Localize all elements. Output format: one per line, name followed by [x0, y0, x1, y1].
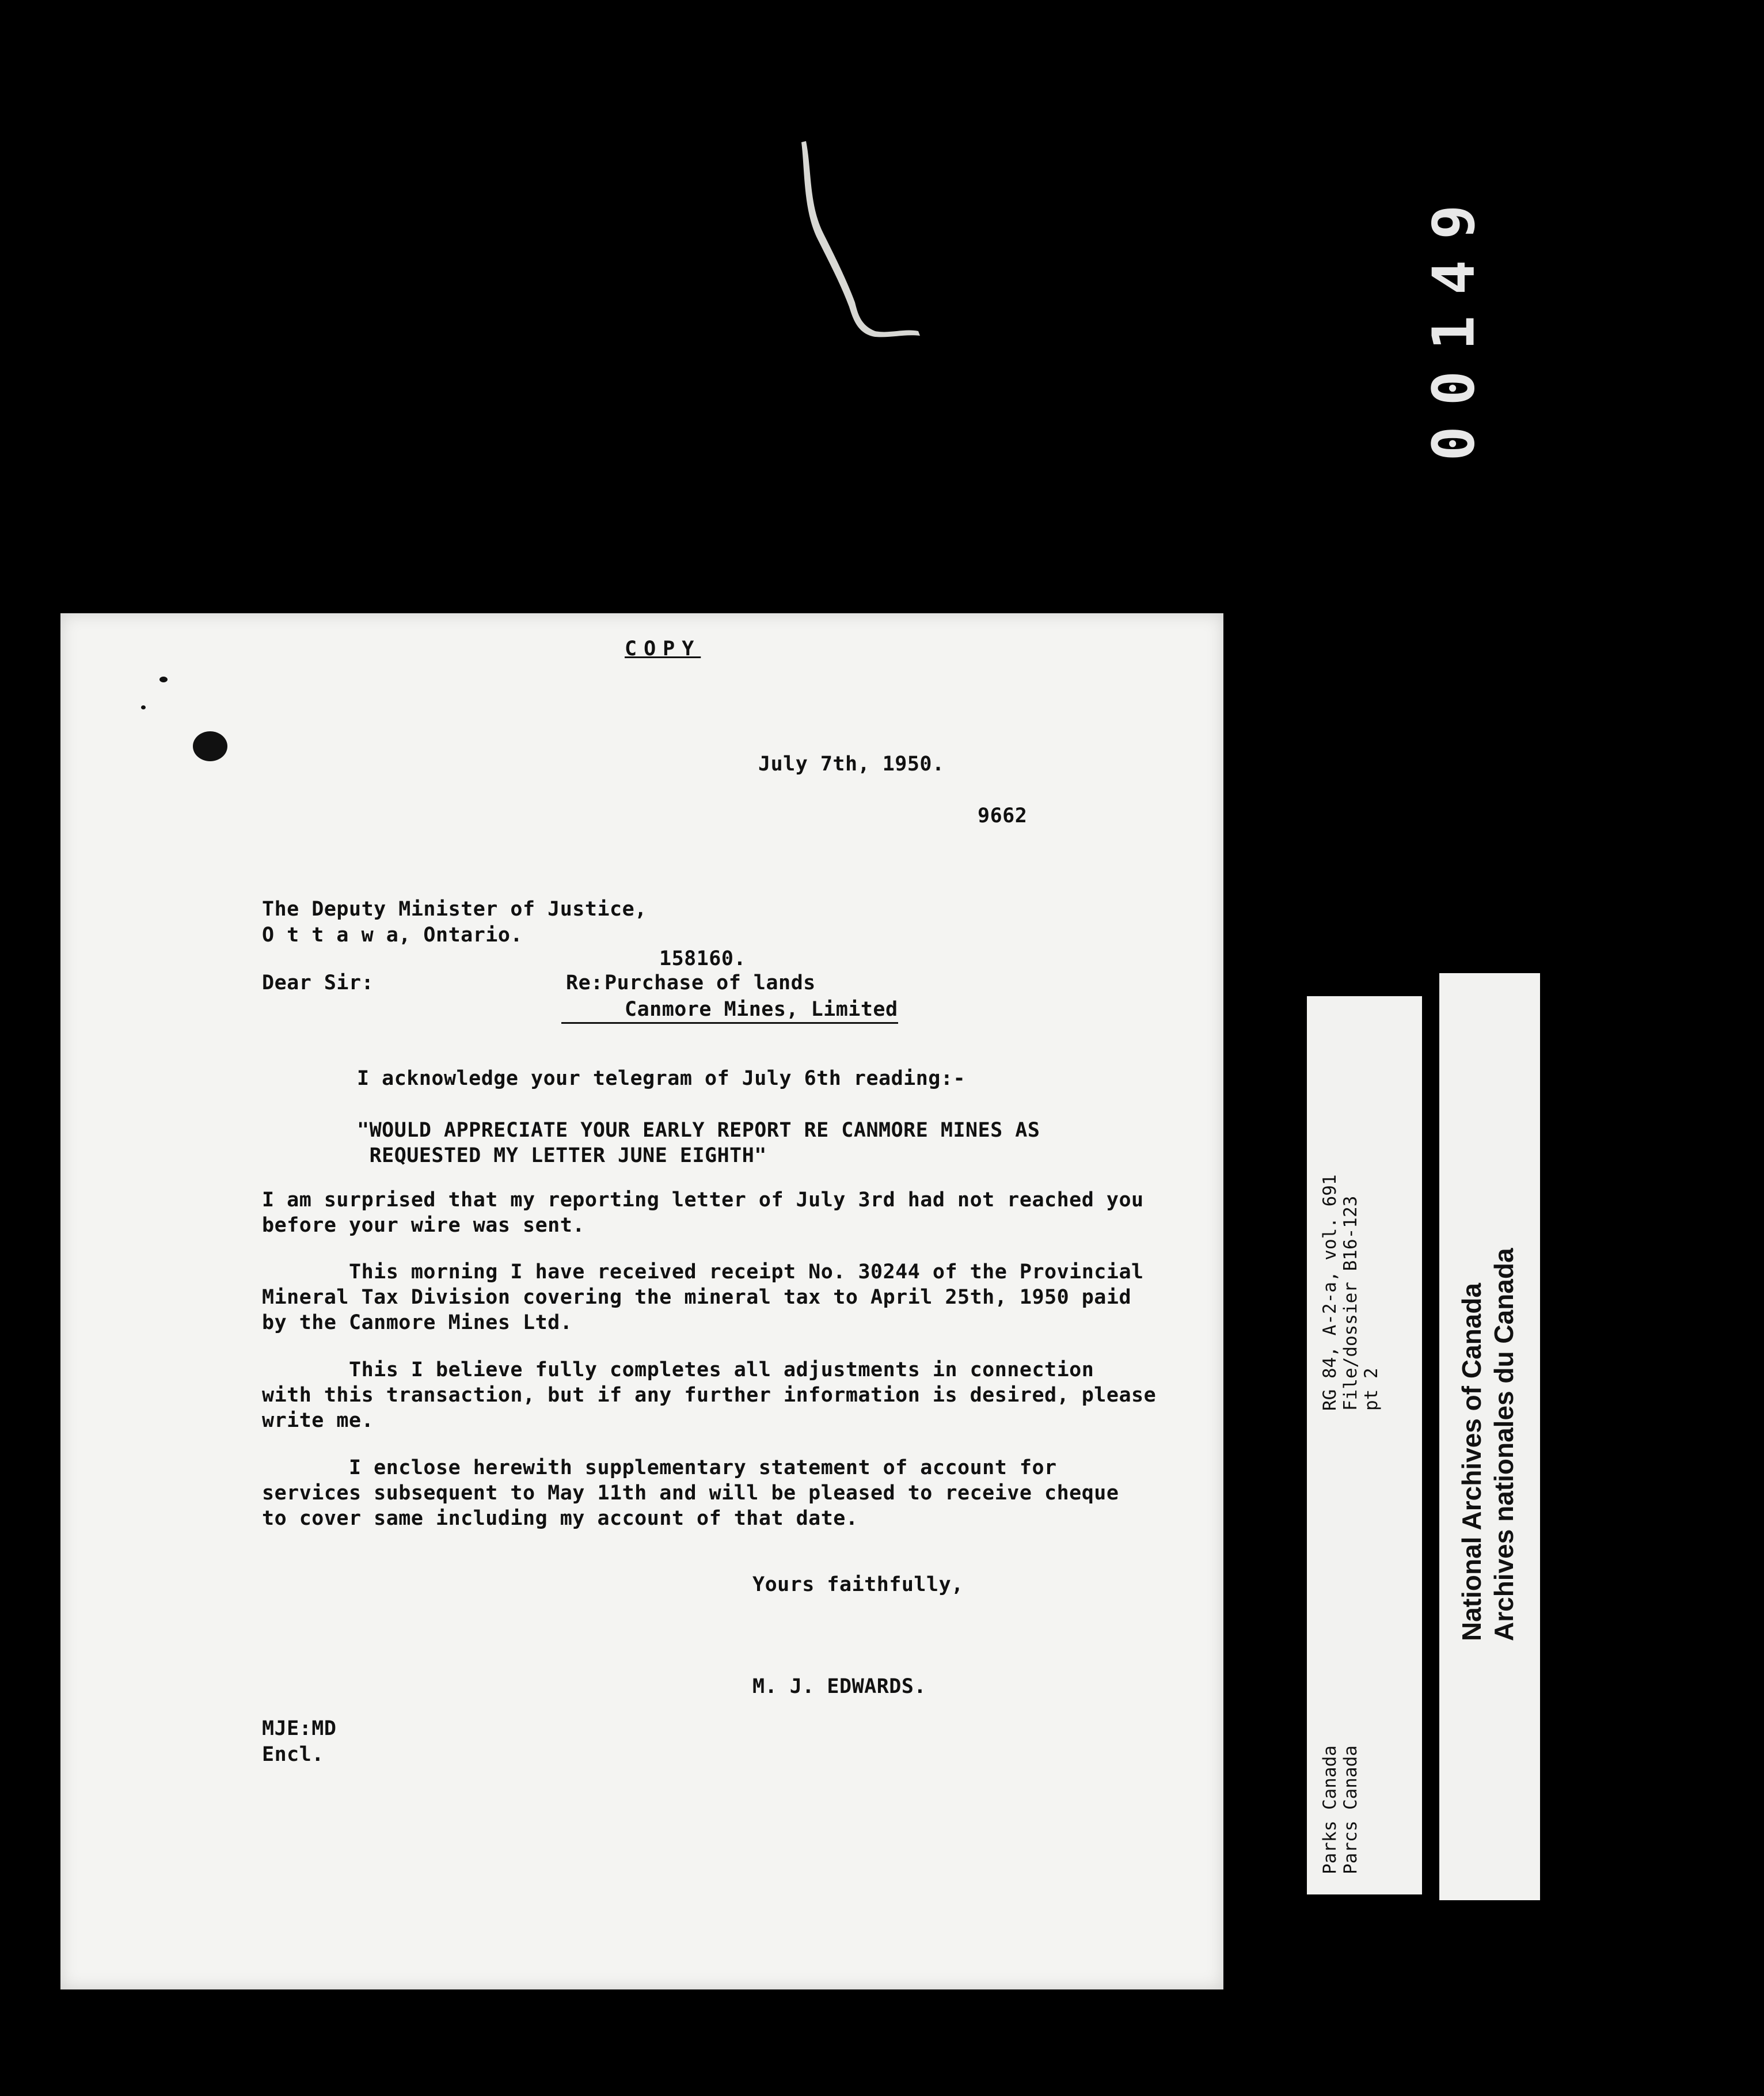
salutation: Dear Sir: [262, 971, 374, 994]
frame-number-text: 00149 [1420, 184, 1488, 461]
re-line-2: Canmore Mines, Limited [625, 998, 898, 1021]
signature: M. J. EDWARDS. [752, 1675, 927, 1698]
letter-page [60, 613, 1223, 1989]
file-number: 9662 [978, 804, 1028, 827]
re-label: Re: [566, 971, 603, 994]
enclosure-note: Encl. [262, 1743, 324, 1766]
telegram-quote: "WOULD APPRECIATE YOUR EARLY REPORT RE CANMORE MINES AS REQUESTED MY LETTER JUNE EIGHTH" [357, 1119, 1040, 1167]
letter-date: July 7th, 1950. [758, 753, 945, 776]
paragraph-surprised: I am surprised that my reporting letter of July 3rd had not reached you before your wire was sent. [262, 1189, 1144, 1237]
copy-heading: COPY [625, 637, 701, 660]
typist-initials: MJE:MD [262, 1717, 337, 1740]
archive-reference-label [1307, 996, 1422, 1894]
paragraph-acknowledge: I acknowledge your telegram of July 6th reading:- [357, 1067, 966, 1090]
reference-number: 158160. [659, 947, 747, 970]
ink-speck [159, 677, 168, 682]
re-line-1: Purchase of lands [605, 971, 816, 994]
ink-spot [193, 731, 227, 761]
reference-line-2: File/dossier B16-123 [1340, 1195, 1361, 1411]
paragraph-adjustments: This I believe fully completes all adjustments in connection with this transaction, but if any further information is desired, please write me. [262, 1358, 1157, 1432]
reference-line-5: Parcs Canada [1340, 1745, 1361, 1874]
archives-line-en: National Archives of Canada [1457, 1282, 1487, 1641]
addressee-line-1: The Deputy Minister of Justice, [262, 898, 647, 921]
reference-line-4: Parks Canada [1320, 1745, 1340, 1874]
reference-line-1: RG 84, A-2-a, vol. 691 [1320, 1174, 1340, 1411]
archives-line-fr: Archives nationales du Canada [1489, 1248, 1519, 1641]
addressee-line-2: O t t a w a, Ontario. [262, 924, 523, 947]
ink-speck [141, 705, 146, 709]
paragraph-receipt: This morning I have received receipt No. 30244 of the Provincial Mineral Tax Division covering the mineral tax to April 25th, 1950 paid by the Canmore Mines Ltd. [262, 1260, 1144, 1334]
paragraph-enclose: I enclose herewith supplementary statement of account for services subsequent to May 11th and will be pleased to receive cheque to cover same including my account of that date. [262, 1456, 1119, 1530]
national-archives-label [1439, 973, 1540, 1900]
reference-line-3: pt 2 [1361, 1368, 1382, 1411]
closing: Yours faithfully, [752, 1573, 964, 1596]
film-debris [789, 135, 927, 354]
frame-number [1420, 17, 1488, 628]
re-underline [561, 1022, 898, 1024]
